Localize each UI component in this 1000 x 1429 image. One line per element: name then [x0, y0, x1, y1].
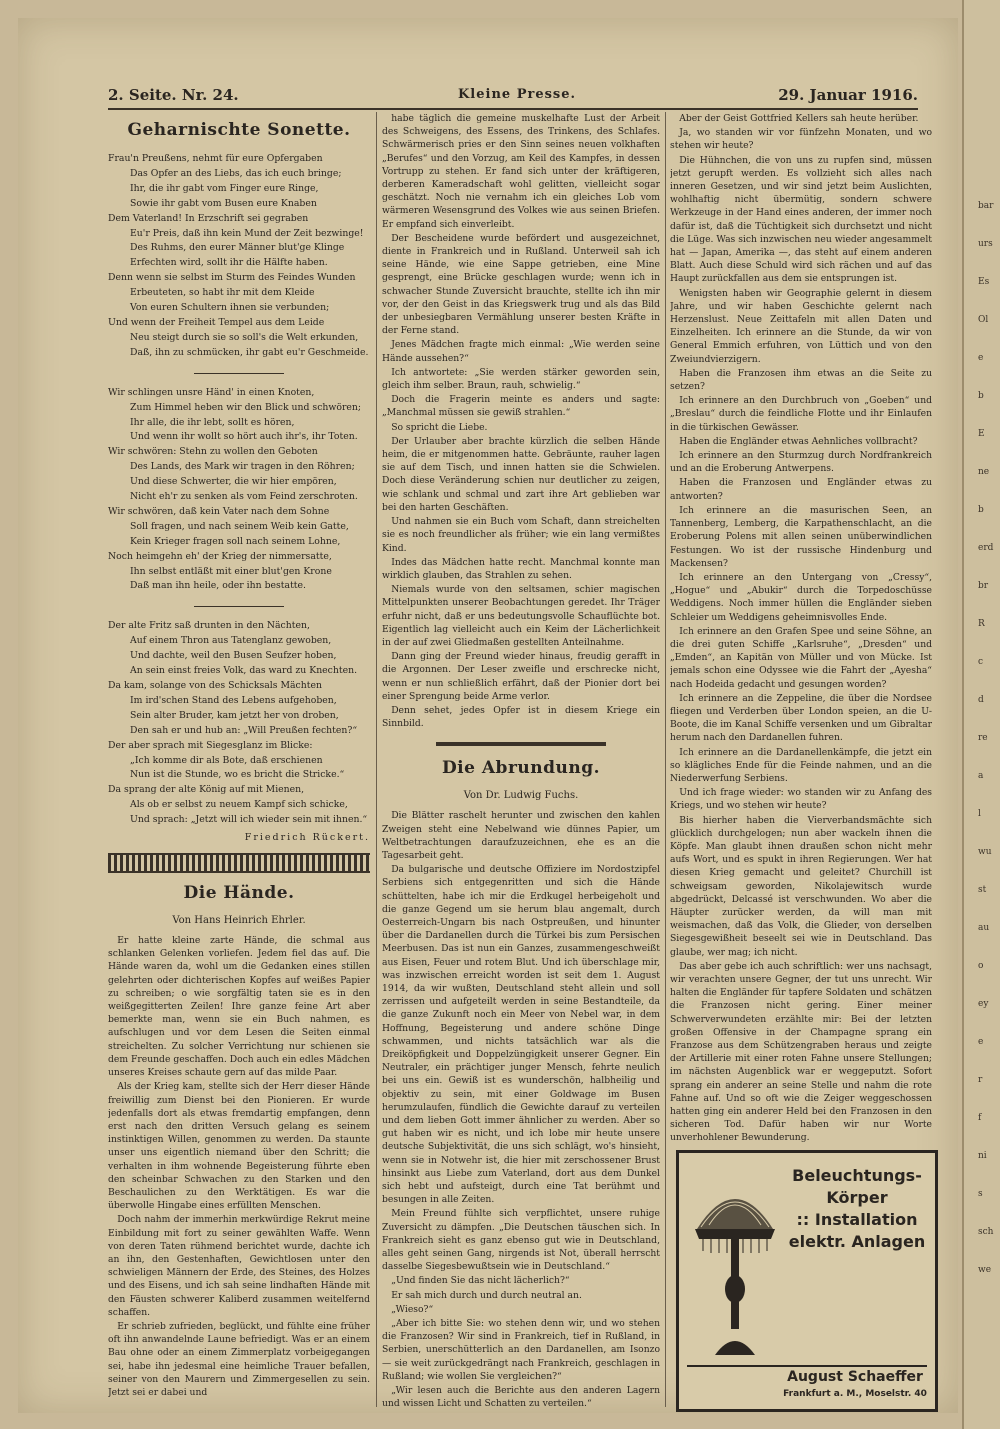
verse-line: Das Opfer an des Liebs, das ich euch bringe; [130, 167, 342, 179]
poem-title: Geharnischte Sonette. [127, 120, 351, 140]
paragraph: Ich erinnere an den Durchbruch von „Goeben“ und „Breslau“ durch die feindliche Flotte und ihr Einlaufen in die türkischen Gewässer. [670, 395, 932, 433]
verse-line: Erbeuteten, so habt ihr mit dem Kleide [130, 287, 315, 299]
verse-line: Denn wenn sie selbst im Sturm des Feindes Wunden [108, 272, 356, 284]
verse-line: Noch heimgehn eh' der Krieg der nimmersatte, [108, 550, 332, 562]
verse-line: Sein alter Bruder, kam jetzt her von droben, [130, 709, 339, 721]
strip-fragment: l [978, 809, 981, 819]
article-continuation [670, 112, 932, 1142]
strip-fragment: ey [978, 999, 989, 1009]
verse-line: Kein Krieger fragen soll nach seinem Lohne, [130, 535, 341, 547]
ad-line-1: Beleuchtungs- [792, 1166, 922, 1185]
strip-fragment: we [978, 1265, 992, 1275]
verse-line: Wir schwören, daß kein Vater nach dem Sohne [108, 505, 330, 517]
paragraph: Jenes Mädchen fragte mich einmal: „Wie werden seine Hände aussehen?“ [382, 339, 660, 364]
column-3 [670, 112, 932, 1142]
story-byline: Von Hans Heinrich Ehrler. [172, 915, 306, 927]
verse-line: Wir schwören: Stehn zu wollen den Geboten [108, 446, 318, 458]
paragraph: Die Hühnchen, die von uns zu rupfen sind, müssen jetzt gerupft werden. Es vollzieht sich alles nach inneren Gesetzen, und wir sind jetzt beim Auslichten, wohlhaftig nicht übermütig, sondern schwere Werkzeuge in der Hand eines anderen, der immer noch dafür ist, daß die Tüchtigkeit sich durchsetzt und nicht die Lüge. Was sich inzwischen neu wieder angesammelt hat — Japan, Amerika —, das steht auf einem anderen Blatt. Auch diese Schuld wird sich rächen und auf das Haupt zurückfallen aus dem sie entsprungen ist. [670, 154, 932, 285]
paper-name: Kleine Presse. [458, 87, 577, 102]
strip-fragment: r [978, 1075, 983, 1085]
paragraph: Aber der Geist Gottfried Kellers sah heute herüber. [670, 113, 919, 124]
paragraph: Ich erinnere an die Zeppeline, die über die Nordsee fliegen und Verderben über London speien, an die U-Boote, die im Kanal Schiffe versenken und um Gibraltar herum nach den Dardanellen fuhren. [670, 692, 932, 744]
ad-line-2: Körper [826, 1188, 888, 1207]
paragraph: Haben die Engländer etwas Aehnliches vollbracht? [670, 435, 918, 447]
verse-line: „Ich komme dir als Bote, daß erschienen [130, 754, 323, 766]
paragraph: Denn sehet, jedes Opfer ist in diesem Kriege ein Sinnbild. [382, 704, 660, 730]
strip-fragment: b [978, 391, 984, 401]
verse-line: Daß man ihn heile, oder ihn bestatte. [130, 580, 307, 592]
ad-rule [687, 1365, 927, 1367]
poem-signature: Friedrich Rückert. [244, 832, 370, 844]
article-body [382, 809, 660, 1412]
paragraph: Doch die Fragerin meinte es anders und sagte: „Manchmal müssen sie gewiß strahlen.“ [382, 394, 660, 419]
verse-line: Auf einem Thron aus Tatenglanz gewoben, [130, 635, 332, 647]
paragraph: Die Blätter raschelt herunter und zwischen den kahlen Zweigen steht eine Nebelwand wie dünnes Papier, um Weltbetrachtungen daraufzuzeichnen, ehe es an die Tagesarbeit geht. [382, 810, 660, 861]
article-byline: Von Dr. Ludwig Fuchs. [463, 790, 579, 802]
strip-fragment: b [978, 505, 984, 515]
verse-line: Und wenn der Freiheit Tempel aus dem Leide [108, 316, 325, 328]
story-continuation [382, 112, 660, 730]
verse-line: Sowie ihr gabt vom Busen eure Knaben [130, 197, 317, 209]
verse-line: Nun ist die Stunde, wo es bricht die Stricke.“ [130, 769, 345, 781]
strip-fragment: br [978, 581, 989, 591]
verse-line: Nicht eh'r zu senken als vom Feind zerschroten. [130, 491, 358, 503]
article-title: Die Abrundung. [441, 758, 601, 779]
ornamental-divider [108, 853, 370, 873]
strip-fragment: f [978, 1113, 982, 1123]
paragraph [382, 1411, 660, 1412]
divider [436, 742, 606, 746]
strip-fragment: urs [978, 239, 993, 249]
verse-line: Neu steigt durch sie so soll's die Welt erkunden, [130, 331, 359, 343]
paragraph: Und ich frage wieder: wo standen wir zu Anfang des Kriegs, und wo stehen wir heute? [670, 787, 932, 812]
strip-fragment: e [978, 1037, 984, 1047]
verse-line: Daß, ihn zu schmücken, ihr gabt eu'r Geschmeide. [130, 346, 369, 358]
paragraph: Ja, wo standen wir vor fünfzehn Monaten, und wo stehen wir heute? [670, 127, 932, 152]
paragraph: Mein Freund fühlte sich verpflichtet, unsere ruhige Zuversicht zu dämpfen. „Die Deutschen täuschen sich. In Frankreich sieht es ganz ebenso gut wie in Deutschland, alles geht seinen Gang, nirgends ist Not, überall herrscht dasselbe Siegesbewußtsein wie in Deutschland.“ [382, 1208, 660, 1273]
paragraph: Da bulgarische und deutsche Offiziere im Nordostzipfel Serbiens sich entgegenritten und sich die Hände schüttelten, habe ich mir die Erdkugel herbeigeholt und die ganze Gegend um sie herum blau angemalt, durch Oesterreich-Ungarn bis nach Ostpreußen, und hinunter über die Dardanellen durch die Türkei bis zum Persischen Meerbusen. Das ist nun ein Ganzes, zusammengeschweißt aus Eisen, Feuer und rotem Blut. Und ich überschlage mir, was inzwischen erreicht worden ist seit dem 1. August 1914, da wir wußten, Deutschland steht allein und soll zerrissen und aufgeteilt werden in seine Bestandteile, da die ganze Zukunft noch ein Meer von Nebel war, in dem Hoffnung, Begeisterung und andere schöne Dinge schwammen, und nichts tatsächlich war als die Dreiköpfigkeit und Doppelzüngigkeit unserer Gegner. Ein Neutraler, ein prächtiger junger Mensch, fehrte neulich bei uns ein. Gewiß ist es wunderschön, halbheilig und objektiv zu sein, mit einer Goldwage im Busen herumzulaufen, fündlich die Gewichte darauf zu verteilen und dem lieben Gott immer ähnlicher zu werden. Aber so gut haben wir es nicht, und ich lobe mir heute unsere deutsche Subjektivität, die uns sich schlägt, wo's hinsieht, wenn sie in Notwehr ist, die hier mit zerschossener Brust hinsinkt aus Liebe zum Vaterland, dort aus dem Dunkel sich hebt und aufsteigt, durch eine Tat berühmt und besungen in alle Zeiten. [382, 864, 660, 1206]
strip-fragment: re [978, 733, 988, 743]
verse-line: An sein einst freies Volk, das ward zu Knechten. [130, 665, 358, 677]
paragraph: „Und finden Sie das nicht lächerlich?“ [382, 1275, 570, 1287]
paragraph: Er hatte kleine zarte Hände, die schmal aus schlanken Gelenken vorliefen. Jedem fiel das auf. Die Hände waren da, wohl um die Gedanken eines stillen gelehrten oder dichterischen Kopfes auf weißes Papier zu schreiben; o wie sorgfältig taten sie es in den weißgegitterten Zeilen! Ihre ganze feine Art aber bemerkte man, wenn sie ein Buch nahmen, es aufschlugen und vor dem Lesen die Seiten einmal streichelten. Zu solcher Verrichtung nur schienen sie dem Freunde geschaffen. Doch auch ein edles Mädchen unseres Kreises schaute gern auf das milde Paar. [108, 935, 370, 1079]
verse-line: Da sprang der alte König auf mit Mienen, [108, 784, 305, 796]
paragraph: Doch nahm der immerhin merkwürdige Rekrut meine Einbildung mit fort zu seiner gewählten Waffe. Wenn von deren Taten rühmend berichtet wurde, dachte ich an ihn, den Gestenhaften, Gewichtlosen unter den schwieligen Männern der Erde, des Steines, des Holzes und des Eisens, und ich sah seine lindhaften Hände mit den Fäusten schwerer Kaliberd zusammen weitelfernd schaffen. [108, 1214, 370, 1318]
verse-line: Den sah er und hub an: „Will Preußen fechten?“ [130, 724, 358, 736]
strip-fragment: Ol [978, 315, 989, 325]
verse-line: Und diese Schwerter, die wir hier empören, [130, 476, 337, 488]
strip-fragment: E [978, 429, 985, 439]
strip-fragment: o [978, 961, 984, 971]
lamp-advertisement [676, 1150, 938, 1412]
strip-fragment: Es [978, 277, 990, 287]
story-title: Die Hände. [183, 883, 295, 904]
verse-line: Und dachte, weil den Busen Seufzer hoben, [130, 650, 337, 662]
paragraph: Wenigsten haben wir Geographie gelernt in diesem Jahre, und wir haben Geschichte gelernt nach Herzenslust. Neue Zeittafeln mit allen Daten und Einzelheiten. Ich erinnere an die Stunde, da wir von General Emmich erfuhren, von Lüttich und von den Zweiundvierzigern. [670, 287, 932, 365]
verse-line: Von euren Schultern ihnen sie verbunden; [130, 302, 330, 314]
verse-line: Eu'r Preis, daß ihn kein Mund der Zeit bezwinge! [130, 227, 364, 239]
paragraph: Ich erinnere an den Sturmzug durch Nordfrankreich und an die Eroberung Antwerpens. [670, 450, 932, 475]
paragraph: Ich antwortete: „Sie werden stärker geworden sein, gleich ihm selber. Braun, rauh, schwielig.“ [382, 366, 660, 392]
paragraph: Niemals wurde von den seltsamen, schier magischen Mittelpunkten unserer Beobachtungen geredet. Ihr Träger erfuhr nicht, daß er uns bedeutungsvolle Schauflüchte bot. Eigentlich lag vielleicht auch ein Keim der Lächerlichkeit in der auf zwei Gliedmaßen gestellten Anteilnahme. [382, 584, 660, 648]
paragraph: Der Bescheidene wurde befördert und ausgezeichnet, diente in Frankreich und in Rußland. Unterweil sah ich seine Hände, wie eine Sappe getrieben, eine Mine gesprengt, eine Brücke geschlagen wurde; wenn ich in schwacher Stunde Zuversicht brauchte, stellte ich ihn mir vor, der den Geist in das Kriegswerk trug und als das Bild der unbesiegbaren Vermählung unserer besten Kräfte in der Ferne stand. [382, 232, 660, 337]
verse-line: Ihn selbst entläßt mit einer blut'gen Krone [130, 565, 332, 577]
verse-line: Zum Himmel heben wir den Blick und schwören; [130, 401, 362, 413]
verse-line: Wir schlingen unsre Händ' in einen Knoten, [108, 386, 315, 398]
divider [194, 606, 284, 607]
verse-line: Da kam, solange von des Schicksals Mächten [108, 680, 322, 691]
verse-line: Und wenn ihr wollt so hört auch ihr's, ihr Toten. [130, 431, 358, 443]
verse-line: Des Lands, des Mark wir tragen in den Röhren; [130, 461, 355, 473]
paragraph: Ich erinnere an den Grafen Spee und seine Söhne, an die drei guten Schiffe „Karlsruhe“, „Dresden“ und „Emden“, an Kapitän von Müller und von Mücke. Ist jemals schon eine Odyssee wie die Fahrt der „Ayesha“ nach Hodeida gedacht und gesungen worden? [670, 625, 932, 690]
paragraph: Dann ging der Freund wieder hinaus, freudig gerafft in die Argonnen. Der Leser zweifle und erschrecke nicht, wenn er nun schließlich erfährt, daß der Pionier dort bei einer Sprengung beide Arme verlor. [382, 651, 660, 702]
verse-line: Ihr alle, die ihr lebt, sollt es hören, [130, 416, 295, 428]
sonnet-3 [108, 619, 370, 828]
paragraph: Er schrieb zufrieden, beglückt, und fühlte eine früher oft ihn anwandelnde Laune befriedigt. Was er an einem Bau ohne oder an einem Zimmerplatz vorbeigegangen sei, habe ihn jedesmal eine heimliche Trauer befallen, seiner von den Maurern und Zimmergesellen zu sein. Jetzt sei er dabei und [108, 1320, 370, 1398]
strip-fragment: a [978, 771, 984, 781]
issue-date: 29. Januar 1916. [778, 86, 918, 104]
strip-fragment: au [978, 923, 990, 933]
strip-fragment: ne [978, 467, 990, 477]
verse-line: Der aber sprach mit Siegesglanz im Blicke: [108, 739, 313, 751]
verse-line: Als ob er selbst zu neuem Kampf sich schicke, [130, 799, 348, 811]
paragraph: Ich erinnere an die masurischen Seen, an Tannenberg, Lemberg, die Karpathenschlacht, an die Eroberung Polens mit allen seinen unüberwindlichen Festungen. Wo ist der russische Hindenburg und Mackensen? [670, 504, 932, 569]
strip-fragment: e [978, 353, 984, 363]
strip-fragment: c [978, 657, 984, 667]
paragraph: Haben die Franzosen und Engländer etwas zu antworten? [670, 477, 932, 502]
column-rule [376, 112, 377, 1407]
paragraph: Haben die Franzosen ihm etwas an die Seite zu setzen? [670, 367, 932, 393]
paragraph: habe täglich die gemeine muskelhafte Lust der Arbeit des Schweigens, des Essens, des Trinkens, des Schlafes. Schwärmerisch pries er den Sinn seines neuen volkhaften „Berufes“ und den Vorzug, am Keil des Kampfes, in dessen Vortrupp zu stehen. Er fand sich unter der kräftigeren, derberen Kameradschaft wohl gelitten, vielleicht sogar geschätzt. Noch nie vernahm ich ein gleiches Lob vom wärmeren Wesensgrund des Volkes wie aus seinen Briefen. Er empfand sich einverleibt. [382, 113, 660, 230]
verse-line: Ihr, die ihr gabt vom Finger eure Ringe, [130, 182, 319, 194]
ad-line-3: :: Installation [796, 1210, 918, 1229]
ad-headline [783, 1165, 931, 1253]
paragraph: Und nahmen sie ein Buch vom Schaft, dann streichelten sie es noch freundlicher als früher; wie ein lang vermißtes Kind. [382, 516, 660, 554]
strip-fragment: sch [978, 1227, 994, 1237]
page-header [108, 86, 918, 110]
column-1 [108, 112, 370, 1412]
strip-fragment: wu [978, 847, 992, 857]
paragraph: Ich erinnere an den Untergang von „Cressy“, „Hogue“ und „Abukir“ durch die Torpedoschüsse Weddigens. Noch immer hüllen die Engländer sieben Schleier um Weddigens geheimnisvolles Ende. [670, 571, 932, 623]
paragraph: „Aber ich bitte Sie: wo stehen denn wir, und wo stehen die Franzosen? Wir sind in Frankreich, tief in Rußland, in Serbien, unerschütterlich an den Dardanellen, am Isonzo — sie weit zurückgedrängt nach Frankreich, geschlagen in Rußland; wie wollen Sie vergleichen?“ [382, 1318, 660, 1382]
sonnet-2 [108, 386, 370, 595]
verse-line: Frau'n Preußens, nehmt für eure Opfergaben [108, 153, 323, 164]
verse-line: Der alte Fritz saß drunten in den Nächten, [108, 620, 310, 632]
ad-address: Frankfurt a. M., Moselstr. 40 [783, 1389, 927, 1399]
strip-fragment: R [978, 619, 985, 629]
ad-firm-name: August Schaeffer [787, 1369, 923, 1385]
verse-line: Dem Vaterland! In Erzschrift sei gegraben [108, 212, 309, 224]
verse-line: Im ird'schen Stand des Lebens aufgehoben, [130, 694, 337, 706]
verse-line: Soll fragen, und nach seinem Weib kein Gatte, [130, 520, 349, 532]
verse-line: Und sprach: „Jetzt will ich wieder sein mit ihnen.“ [130, 814, 368, 826]
paragraph: „Wieso?“ [382, 1303, 434, 1315]
story-body [108, 934, 370, 1399]
column-rule [665, 112, 666, 1407]
column-2 [382, 112, 660, 1412]
verse-line: Des Ruhms, den eurer Männer blut'ge Klinge [130, 242, 345, 254]
paragraph: Der Urlauber aber brachte kürzlich die selben Hände heim, die er mitgenommen hatte. Gebräunte, rauher lagen sie auf dem Tisch, und innen hatten sie die Schwielen. Doch diese Veränderung schien nur deutlicher zu zeigen, wie schlank und schmal und zart ihre Art geblieben war bei den harten Geschäften. [382, 435, 660, 513]
paragraph: So spricht die Liebe. [382, 421, 488, 433]
paragraph: Das aber gebe ich auch schriftlich: wer uns nachsagt, wir verachten unsere Gegner, der tut uns unrecht. Wir halten die Engländer für tapfere Soldaten und schätzen die Franzosen nicht gering. Einer meiner Schwerverwundeten erzählte mir: Bei der letzten großen Offensive in der Champagne sprang ein Franzose aus dem Schützengraben heraus und zeigte der Artillerie mit einer roten Fahne unsere Stellungen; im nächsten Augenblick war er weggeputzt. Sofort sprang ein anderer an seine Stelle und nahm die rote Fahne auf. Und so oft wie die Zeiger weggeschossen hatten ging ein anderer Held bei den Franzosen in den sicheren Tod. Dafür haben wir nur Worte unverhohlener Bewunderung. [670, 960, 932, 1142]
strip-fragment: ni [978, 1151, 987, 1161]
adjacent-page-strip [962, 0, 1000, 1429]
strip-fragment: st [978, 885, 987, 895]
divider [194, 373, 284, 374]
strip-fragment: s [978, 1189, 983, 1199]
ad-line-4: elektr. Anlagen [788, 1232, 926, 1251]
strip-fragment: bar [978, 201, 994, 211]
lamp-illustration [687, 1159, 783, 1359]
paragraph: „Wir lesen auch die Berichte aus den anderen Lagern und wissen Licht und Schatten zu verteilen.“ [382, 1385, 660, 1410]
paragraph: Indes das Mädchen hatte recht. Manchmal konnte man wirklich glauben, das Strahlen zu sehen. [382, 556, 660, 581]
paragraph: Bis hierher haben die Vierverbandsmächte sich glücklich durchgelogen; nun aber wackeln ihnen die Köpfe. Man glaubt ihnen draußen schon nicht mehr aufs Wort, und es spukt in ihren Regierungen. Wer hat diesen Krieg gemacht und geleitet? Churchill ist schweigsam geworden, Nikolajewitsch wurde abgedrückt, Delcassé ist verschwunden. Wo aber die Häupter zurücker werden, da will man mit weismachen, daß das Volk, die Glieder, von derselben Siegesgewißheit beseelt sei wie in Deutschland. Das glaube, wer mag; ich nicht. [670, 814, 932, 958]
strip-fragment: erd [978, 543, 994, 553]
paragraph: Als der Krieg kam, stellte sich der Herr dieser Hände freiwillig zum Dienst bei den Pionieren. Er wurde jedenfalls dort als etwas fremdartig empfangen, denn erst nach den dritten Versuch gelang es seinem instinktigen Willen, genommen zu werden. Da staunte unser uns eigentlich niemand über den Schritt; die verhalten in ihm wohnende Begeisterung führte eben den scheinbar Schwachen zu den Starken und den Beschaulichen zu den Werktätigen. Es war die überwolle Hingabe eines erfüllten Menschen. [108, 1081, 370, 1212]
sonnet-1 [108, 152, 370, 361]
paragraph: Er sah mich durch und durch neutral an. [382, 1289, 582, 1301]
page-number: 2. Seite. Nr. 24. [108, 86, 239, 104]
verse-line: Erfechten wird, sollt ihr die Hälfte haben. [130, 257, 328, 269]
strip-fragment: d [978, 695, 984, 705]
paragraph: Ich erinnere an die Dardanellenkämpfe, die jetzt ein so klägliches Ende für die Feinde nahmen, und an die Niederwerfung Serbiens. [670, 746, 932, 784]
